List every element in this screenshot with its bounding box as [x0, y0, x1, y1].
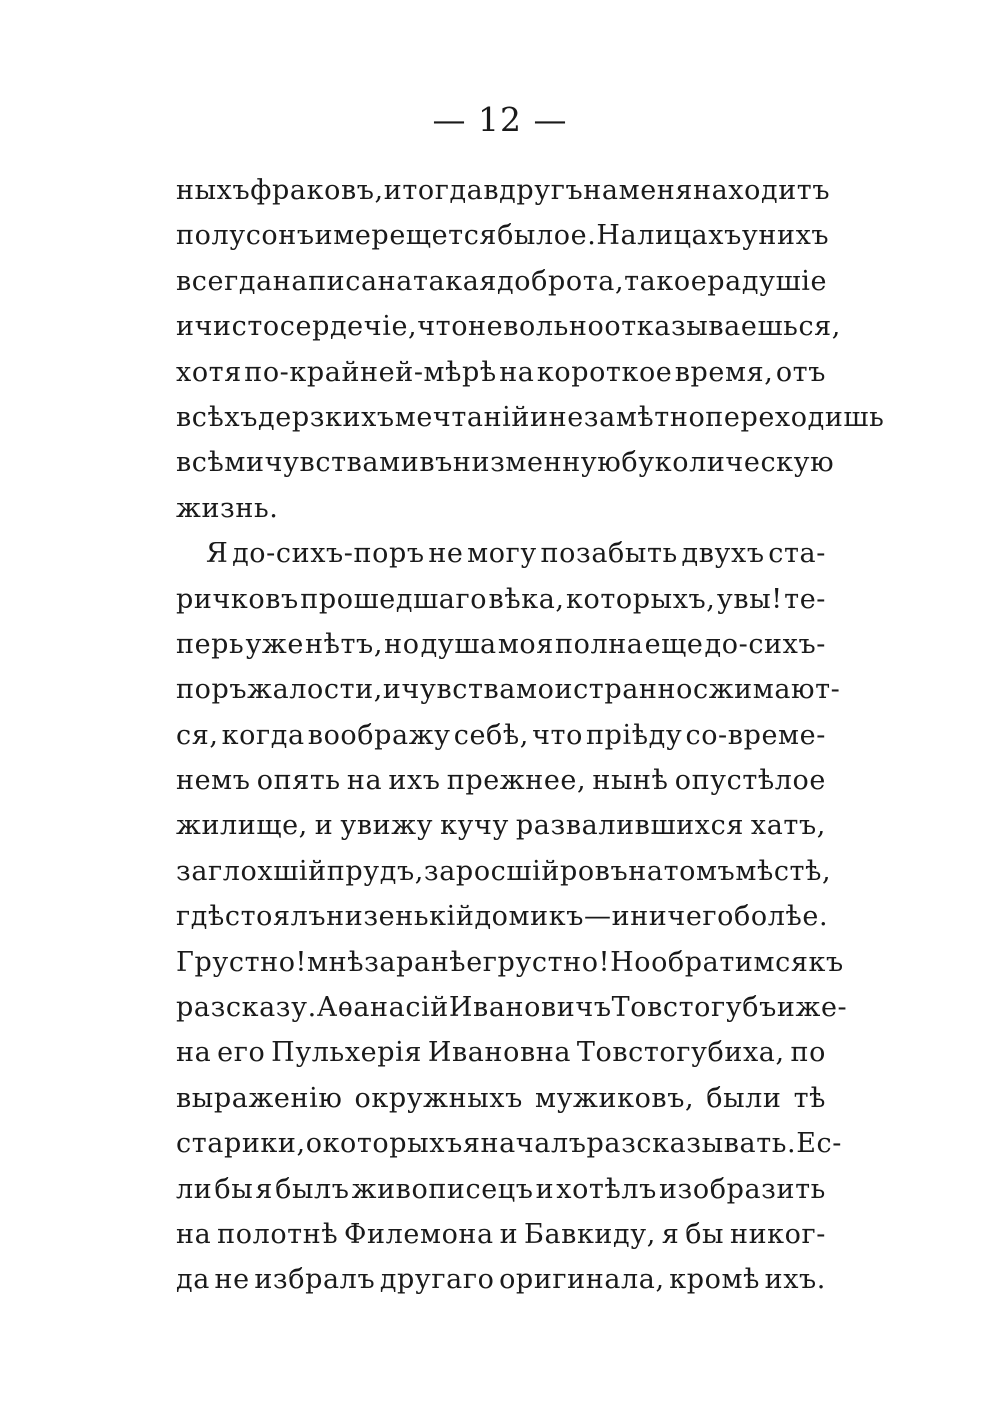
text-line: [176, 894, 829, 939]
text-line: [176, 1167, 826, 1212]
word: домикъ: [474, 901, 584, 933]
word: я: [661, 1218, 680, 1250]
word: у: [741, 220, 759, 252]
body-text: [176, 168, 885, 1303]
word: болѣе.: [734, 901, 829, 933]
word: разсказу.: [176, 992, 317, 1024]
word: кучу: [440, 810, 509, 842]
word: бы: [685, 1218, 725, 1250]
word: на: [176, 1037, 212, 1069]
word: по-крайней-мѣрѣ: [244, 356, 497, 388]
text-line: [176, 304, 841, 349]
word: ничего: [630, 901, 735, 933]
word: хатъ,: [750, 810, 826, 842]
word: ричковъ: [176, 583, 299, 615]
word: Бавкиду,: [524, 1218, 656, 1250]
text-line: [176, 577, 826, 622]
word: кромѣ: [669, 1264, 760, 1296]
text-line: [176, 758, 826, 803]
word: всѣхъ: [176, 401, 259, 433]
word: бы: [214, 1173, 254, 1205]
word: прошедшаго: [300, 583, 488, 615]
word: заранѣе: [364, 946, 483, 978]
word: живописецъ: [351, 1173, 534, 1205]
word: пріѣду: [586, 719, 683, 751]
text-line: [176, 350, 826, 395]
word: хотѣлъ: [556, 1173, 657, 1205]
word: чувства: [401, 674, 517, 706]
word: перь: [176, 628, 245, 660]
word: и: [499, 1218, 519, 1250]
word: отказываешься,: [604, 311, 841, 343]
text-line: [176, 1121, 842, 1166]
word: Пульхерія: [271, 1037, 423, 1069]
word: всегда: [176, 265, 273, 297]
word: въ: [419, 447, 453, 479]
word: увижу: [340, 810, 434, 842]
word: короткое: [536, 356, 673, 388]
word: хотя: [176, 356, 242, 388]
text-line: [176, 622, 826, 667]
text-line: [176, 1257, 826, 1302]
word: Ивановичъ: [448, 992, 612, 1024]
word: написана: [272, 265, 413, 297]
word: вѣка,: [488, 583, 565, 615]
word: двухъ: [681, 538, 765, 570]
word: обратимся: [651, 946, 809, 978]
word: чувствами: [264, 447, 420, 479]
word: оригинала,: [499, 1264, 665, 1296]
word: да: [176, 1264, 210, 1296]
text-line: [176, 713, 826, 758]
word: со-време-: [685, 719, 826, 751]
word: развалившихся: [515, 810, 744, 842]
word: полотнѣ: [217, 1218, 339, 1250]
word: по: [790, 1037, 826, 1069]
word: Грустно!: [176, 946, 308, 978]
word: увы!: [716, 583, 783, 615]
word: мои: [516, 674, 574, 706]
word: и: [776, 992, 796, 1024]
word: прежнее,: [446, 765, 587, 797]
word: до-сихъ-поръ: [232, 538, 425, 570]
word: грустно!: [482, 946, 611, 978]
word: такое: [624, 265, 708, 297]
word: те-: [784, 583, 826, 615]
word: жалости,: [247, 674, 383, 706]
word: нѣтъ,: [305, 628, 384, 660]
word: сжимают-: [692, 674, 841, 706]
word: и: [383, 175, 403, 206]
text-line: [176, 1212, 826, 1257]
word: ста-: [768, 538, 826, 570]
word: мнѣ: [307, 946, 365, 978]
text-line: [176, 803, 826, 848]
word: и: [176, 311, 195, 343]
word: же-: [795, 992, 848, 1024]
word: Ивановна: [427, 1037, 572, 1069]
word: нынѣ: [592, 765, 669, 797]
word: и: [314, 220, 334, 252]
word: буколическую: [621, 447, 835, 479]
word: странно: [573, 674, 693, 706]
word: доброта,: [497, 265, 625, 297]
word: чистосердечіе,: [194, 311, 418, 343]
word: до-сихъ-: [704, 628, 826, 660]
word: всѣми: [176, 447, 265, 479]
word: мѣстѣ,: [735, 855, 832, 887]
word: когда: [221, 719, 305, 751]
word: Я: [206, 538, 229, 570]
word: находитъ: [693, 175, 831, 206]
word: меня: [618, 175, 694, 206]
text-line: [176, 168, 831, 213]
word: невольно: [468, 311, 605, 343]
word: мечтаній: [394, 401, 531, 433]
text-line: [176, 985, 848, 1030]
word: себѣ,: [453, 719, 529, 751]
word: отъ: [775, 356, 826, 388]
word: не: [214, 1264, 250, 1296]
word: Но: [610, 946, 652, 978]
word: ихъ.: [764, 1264, 826, 1296]
word: радушіе: [707, 265, 828, 297]
word: о: [305, 1128, 323, 1160]
word: опять: [256, 765, 341, 797]
word: стоялъ: [224, 901, 327, 933]
word: воображу: [307, 719, 451, 751]
word: Товстогубъ: [611, 992, 777, 1024]
word: На: [596, 220, 638, 252]
text-line: [176, 531, 826, 576]
word: были: [706, 1082, 782, 1114]
word: мужиковъ,: [534, 1082, 695, 1114]
word: тѣ: [793, 1082, 826, 1114]
word: заросшій: [423, 855, 560, 887]
text-line: [176, 440, 835, 485]
word: но: [384, 628, 420, 660]
word: уже: [245, 628, 304, 660]
word: незамѣтно: [548, 401, 706, 433]
word: жизнь.: [176, 492, 279, 524]
word: полусонъ: [176, 220, 315, 252]
word: моя: [497, 628, 554, 660]
word: низменную: [452, 447, 622, 479]
word: ся,: [176, 719, 219, 751]
word: и: [535, 1173, 555, 1205]
word: прудъ,: [326, 855, 424, 887]
word: гдѣ: [176, 901, 225, 933]
word: избралъ: [254, 1264, 376, 1296]
word: Ес-: [796, 1128, 842, 1160]
word: еще: [644, 628, 704, 660]
word: и: [611, 901, 631, 933]
text-line: [176, 486, 826, 531]
word: я: [462, 1128, 481, 1160]
page-number: — 12 —: [432, 100, 568, 139]
word: началъ: [480, 1128, 587, 1160]
word: томъ: [663, 855, 736, 887]
word: на: [499, 356, 535, 388]
text-line: [176, 849, 832, 894]
word: что: [417, 311, 469, 343]
word: опустѣлое: [674, 765, 826, 797]
text-line: [176, 1076, 826, 1121]
text-line: [176, 213, 830, 258]
text-line: [176, 667, 841, 712]
word: изобразить: [658, 1173, 826, 1205]
text-line: [176, 259, 826, 304]
word: полна: [555, 628, 644, 660]
word: заглохшій: [176, 855, 327, 887]
word: другаго: [379, 1264, 495, 1296]
word: къ: [808, 946, 844, 978]
word: выраженію: [176, 1082, 343, 1114]
text-line: [176, 940, 844, 985]
word: могу: [467, 538, 537, 570]
word: поръ: [176, 674, 248, 706]
word: старики,: [176, 1128, 306, 1160]
word: вдругъ: [483, 175, 584, 206]
word: его: [217, 1037, 266, 1069]
word: время,: [674, 356, 774, 388]
word: и: [530, 401, 549, 433]
word: ихъ: [388, 765, 441, 797]
word: тогда: [402, 175, 484, 206]
word: окружныхъ: [354, 1082, 523, 1114]
word: немъ: [176, 765, 251, 797]
text-line: [176, 395, 885, 440]
word: на: [583, 175, 619, 206]
word: никог-: [729, 1218, 826, 1250]
word: на: [628, 855, 664, 887]
word: душа: [420, 628, 497, 660]
word: позабыть: [540, 538, 678, 570]
word: которыхъ: [322, 1128, 463, 1160]
word: низенькій: [326, 901, 475, 933]
word: жилище,: [176, 810, 308, 842]
word: которыхъ,: [566, 583, 716, 615]
word: Филемона: [344, 1218, 494, 1250]
word: ровъ: [559, 855, 629, 887]
word: ли: [176, 1173, 213, 1205]
word: Товстогубиха,: [576, 1037, 785, 1069]
word: дерзкихъ: [258, 401, 395, 433]
word: былъ: [275, 1173, 350, 1205]
word: былое.: [497, 220, 597, 252]
word: такая: [412, 265, 498, 297]
word: нихъ: [758, 220, 830, 252]
word: разсказывать.: [586, 1128, 797, 1160]
word: Аѳанасій: [316, 992, 449, 1024]
word: мерещется: [333, 220, 498, 252]
word: лицахъ: [637, 220, 742, 252]
word: я: [255, 1173, 274, 1205]
word: не: [428, 538, 464, 570]
text-line: [176, 1030, 826, 1075]
word: и: [382, 674, 402, 706]
word: на: [176, 1218, 212, 1250]
word: —: [583, 901, 612, 933]
word: фраковъ,: [250, 175, 384, 206]
word: на: [346, 765, 383, 797]
word: и: [314, 810, 334, 842]
word: переходишь: [705, 401, 885, 433]
word: что: [532, 719, 583, 751]
word: ныхъ: [176, 175, 251, 206]
